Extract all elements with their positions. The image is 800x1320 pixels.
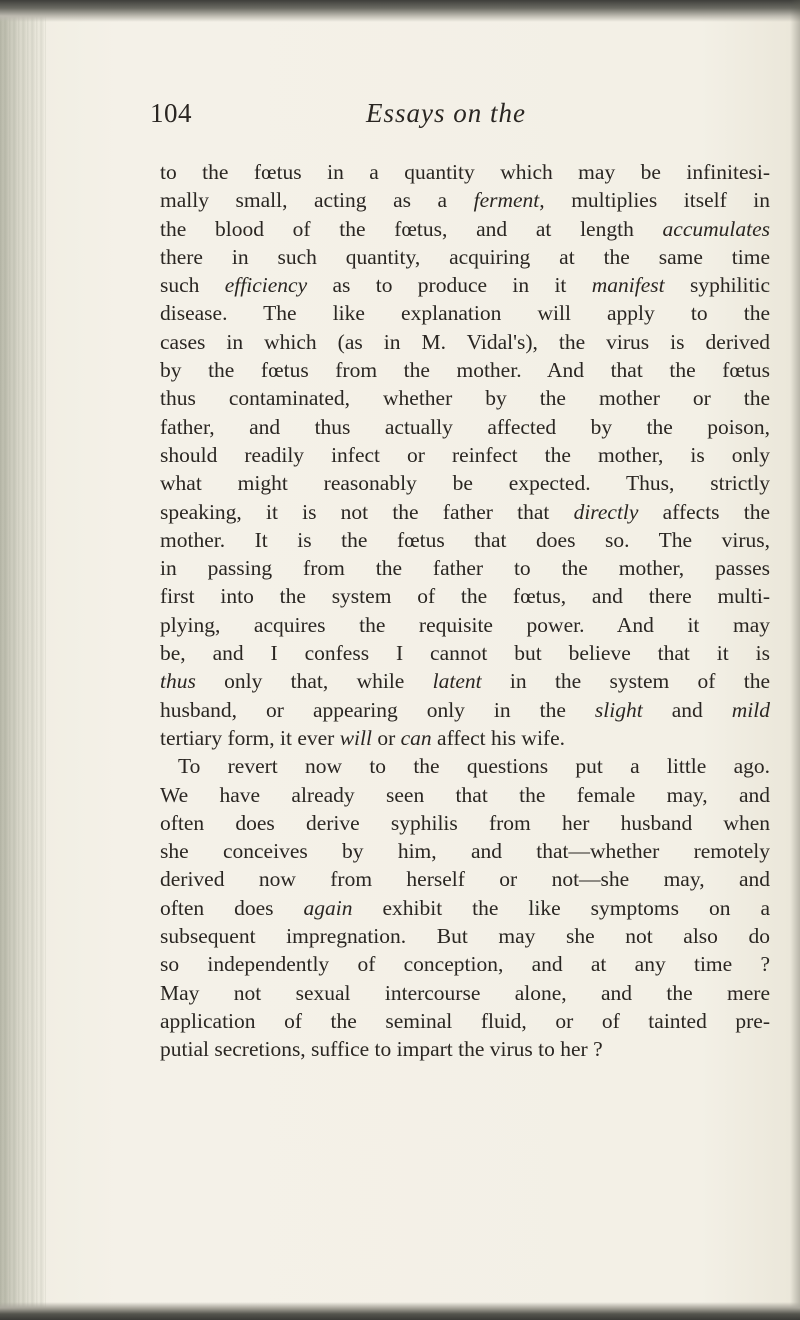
text-segment: be, and I confess I cannot but believe that it is <box>160 641 770 666</box>
italic-text: latent <box>432 669 482 694</box>
text-segment: often does derive syphilis from her husband when <box>160 810 770 835</box>
text-line <box>160 639 770 667</box>
text-segment: or <box>371 725 401 750</box>
text-segment: so independently of conception, and at any time ? <box>160 952 770 977</box>
text-segment: plying, acquires the requisite power. And it may <box>160 612 770 637</box>
text-segment: To revert now to the questions put a little ago. <box>178 754 770 779</box>
text-line <box>160 809 770 837</box>
text-line <box>160 611 770 639</box>
text-line <box>160 158 770 186</box>
text-line <box>160 299 770 327</box>
text-segment: putial secretions, suffice to impart the virus to her ? <box>160 1037 603 1062</box>
italic-text: accumulates <box>662 216 770 241</box>
text-line <box>160 837 770 865</box>
text-line <box>160 356 770 384</box>
text-segment: in passing from the father to the mother, passes <box>160 556 770 581</box>
italic-text: again <box>303 895 353 920</box>
text-line <box>160 865 770 893</box>
text-line <box>160 243 770 271</box>
text-segment: father, and thus actually affected by the poison, <box>160 414 770 439</box>
text-line <box>160 724 770 752</box>
binding-gutter <box>0 0 46 1320</box>
page-number: 104 <box>150 98 192 128</box>
text-line <box>160 667 770 695</box>
text-segment: exhibit the like symptoms on a <box>352 895 770 920</box>
text-line <box>160 582 770 610</box>
italic-text: mild <box>731 697 770 722</box>
italic-text: can <box>400 725 432 750</box>
running-head: Essays on the <box>366 98 526 128</box>
text-segment: such <box>160 273 225 298</box>
text-line <box>160 752 770 780</box>
text-line <box>160 696 770 724</box>
text-line <box>160 328 770 356</box>
text-segment: there in such quantity, acquiring at the same time <box>160 244 770 269</box>
text-segment: mother. It is the fœtus that does so. The virus, <box>160 527 770 552</box>
text-line <box>160 413 770 441</box>
text-segment: should readily infect or reinfect the mother, is only <box>160 442 770 467</box>
text-line <box>160 1007 770 1035</box>
text-segment: she conceives by him, and that—whether remotely <box>160 839 770 864</box>
text-segment: disease. The like explanation will apply to the <box>160 301 770 326</box>
text-segment: what might reasonably be expected. Thus, strictly <box>160 471 770 496</box>
text-line <box>160 384 770 412</box>
text-line <box>160 498 770 526</box>
text-segment: syphilitic <box>664 273 770 298</box>
text-line <box>160 441 770 469</box>
text-line <box>160 781 770 809</box>
text-line <box>160 469 770 497</box>
text-segment: multiplies itself in <box>544 188 771 213</box>
text-segment: often does <box>160 895 304 920</box>
page-header <box>150 98 770 138</box>
text-line <box>160 526 770 554</box>
text-segment: first into the system of the fœtus, and there multi- <box>160 584 770 609</box>
text-segment: in the system of the <box>481 669 771 694</box>
text-line <box>160 271 770 299</box>
text-segment: tertiary form, it ever <box>160 725 340 750</box>
text-segment: May not sexual intercourse alone, and the mere <box>160 980 770 1005</box>
text-line <box>160 215 770 243</box>
text-line <box>160 922 770 950</box>
text-line <box>160 950 770 978</box>
text-segment: derived now from herself or not—she may, and <box>160 867 770 892</box>
text-segment: subsequent impregnation. But may she not also do <box>160 924 770 949</box>
page-top-edge <box>0 0 800 22</box>
italic-text: efficiency <box>224 273 308 298</box>
body-text <box>160 158 770 1064</box>
text-segment: mally small, acting as a <box>160 188 474 213</box>
text-segment: the blood of the fœtus, and at length <box>160 216 663 241</box>
text-line <box>160 1035 770 1063</box>
text-segment: cases in which (as in M. Vidal's), the virus is derived <box>160 329 770 354</box>
text-segment: application of the seminal fluid, or of tainted pre- <box>160 1008 770 1033</box>
text-line <box>160 554 770 582</box>
text-line <box>160 894 770 922</box>
text-segment: as to produce in it <box>307 273 592 298</box>
text-segment: to the fœtus in a quantity which may be infinitesi- <box>160 160 770 184</box>
text-segment: speaking, it is not the father that <box>160 499 574 524</box>
text-segment: thus contaminated, whether by the mother or the <box>160 386 770 411</box>
text-segment: affect his wife. <box>431 725 565 750</box>
text-segment: only that, while <box>195 669 433 694</box>
text-segment: affects the <box>638 499 770 524</box>
text-segment: We have already seen that the female may, and <box>160 782 770 807</box>
text-segment: by the fœtus from the mother. And that the fœtus <box>160 358 770 383</box>
italic-text: manifest <box>591 273 665 298</box>
text-segment: and <box>642 697 732 722</box>
italic-text: slight <box>594 697 643 722</box>
text-line <box>160 979 770 1007</box>
italic-text: ferment, <box>473 188 545 213</box>
text-line <box>160 186 770 214</box>
italic-text: will <box>339 725 372 750</box>
page-right-edge <box>790 0 800 1320</box>
italic-text: directly <box>573 499 639 524</box>
text-segment: husband, or appearing only in the <box>160 697 595 722</box>
page-bottom-edge <box>0 1302 800 1320</box>
italic-text: thus <box>160 669 196 694</box>
